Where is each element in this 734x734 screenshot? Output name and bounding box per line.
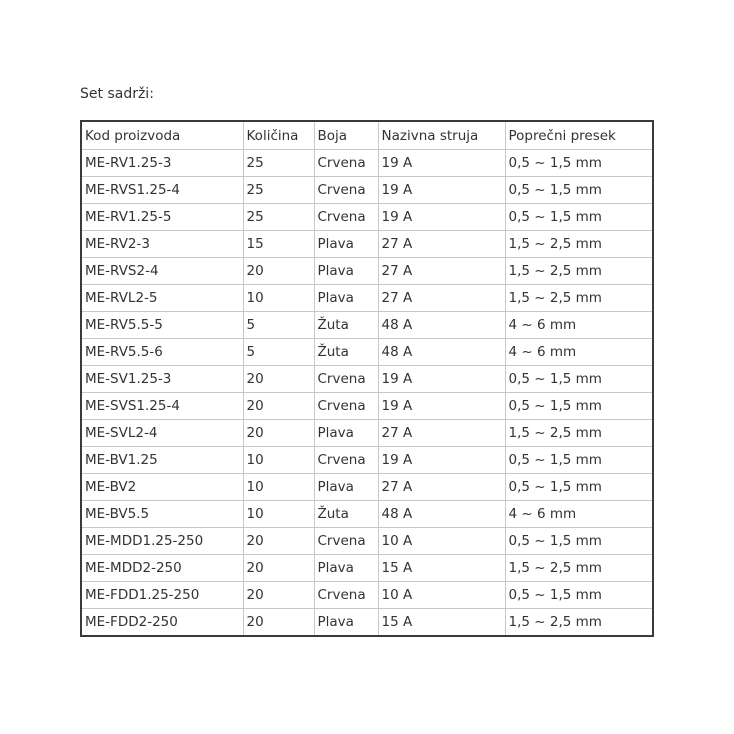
cell-color: Plava xyxy=(314,609,378,637)
cell-color: Crvena xyxy=(314,528,378,555)
cell-quantity: 5 xyxy=(243,312,314,339)
table-row xyxy=(81,285,653,312)
cell-cross-section: 1,5 ~ 2,5 mm xyxy=(505,258,653,285)
cell-rated-current: 27 A xyxy=(378,474,505,501)
cell-rated-current: 10 A xyxy=(378,582,505,609)
table-header-row xyxy=(81,121,653,150)
table-body xyxy=(81,150,653,637)
cell-color: Crvena xyxy=(314,447,378,474)
cell-quantity: 20 xyxy=(243,582,314,609)
cell-rated-current: 19 A xyxy=(378,150,505,177)
table-row xyxy=(81,528,653,555)
table-row xyxy=(81,204,653,231)
cell-quantity: 25 xyxy=(243,150,314,177)
header-rated-current: Nazivna struja xyxy=(378,121,505,150)
cell-product-code: ME-RV5.5-5 xyxy=(81,312,243,339)
cell-rated-current: 19 A xyxy=(378,366,505,393)
cell-color: Crvena xyxy=(314,150,378,177)
cell-rated-current: 10 A xyxy=(378,528,505,555)
cell-product-code: ME-SVS1.25-4 xyxy=(81,393,243,420)
cell-product-code: ME-RV5.5-6 xyxy=(81,339,243,366)
table-row xyxy=(81,609,653,637)
cell-cross-section: 0,5 ~ 1,5 mm xyxy=(505,366,653,393)
cell-rated-current: 27 A xyxy=(378,231,505,258)
cell-product-code: ME-RV1.25-5 xyxy=(81,204,243,231)
table-row xyxy=(81,312,653,339)
cell-product-code: ME-BV1.25 xyxy=(81,447,243,474)
table-row xyxy=(81,501,653,528)
cell-rated-current: 48 A xyxy=(378,501,505,528)
cell-cross-section: 0,5 ~ 1,5 mm xyxy=(505,177,653,204)
cell-color: Žuta xyxy=(314,339,378,366)
cell-cross-section: 0,5 ~ 1,5 mm xyxy=(505,393,653,420)
cell-color: Crvena xyxy=(314,177,378,204)
header-color: Boja xyxy=(314,121,378,150)
cell-quantity: 10 xyxy=(243,447,314,474)
set-contents-label: Set sadrži: xyxy=(80,86,154,102)
cell-color: Plava xyxy=(314,231,378,258)
cell-rated-current: 48 A xyxy=(378,312,505,339)
cell-rated-current: 19 A xyxy=(378,447,505,474)
cell-color: Crvena xyxy=(314,366,378,393)
table-row xyxy=(81,420,653,447)
cell-cross-section: 1,5 ~ 2,5 mm xyxy=(505,420,653,447)
cell-color: Plava xyxy=(314,420,378,447)
cell-quantity: 5 xyxy=(243,339,314,366)
cell-rated-current: 19 A xyxy=(378,204,505,231)
cell-quantity: 10 xyxy=(243,285,314,312)
cell-quantity: 20 xyxy=(243,258,314,285)
header-quantity: Količina xyxy=(243,121,314,150)
table-row xyxy=(81,339,653,366)
cell-cross-section: 1,5 ~ 2,5 mm xyxy=(505,555,653,582)
cell-cross-section: 0,5 ~ 1,5 mm xyxy=(505,447,653,474)
cell-cross-section: 0,5 ~ 1,5 mm xyxy=(505,204,653,231)
cell-product-code: ME-RV1.25-3 xyxy=(81,150,243,177)
cell-product-code: ME-BV5.5 xyxy=(81,501,243,528)
cell-cross-section: 1,5 ~ 2,5 mm xyxy=(505,609,653,637)
cell-quantity: 15 xyxy=(243,231,314,258)
cell-cross-section: 0,5 ~ 1,5 mm xyxy=(505,474,653,501)
cell-quantity: 10 xyxy=(243,474,314,501)
table-row xyxy=(81,582,653,609)
cell-quantity: 20 xyxy=(243,420,314,447)
cell-cross-section: 4 ~ 6 mm xyxy=(505,339,653,366)
cell-color: Žuta xyxy=(314,501,378,528)
cell-quantity: 20 xyxy=(243,393,314,420)
cell-cross-section: 0,5 ~ 1,5 mm xyxy=(505,528,653,555)
cell-rated-current: 15 A xyxy=(378,555,505,582)
cell-rated-current: 48 A xyxy=(378,339,505,366)
cell-quantity: 20 xyxy=(243,528,314,555)
cell-product-code: ME-MDD2-250 xyxy=(81,555,243,582)
cell-product-code: ME-MDD1.25-250 xyxy=(81,528,243,555)
cell-rated-current: 27 A xyxy=(378,258,505,285)
table-row xyxy=(81,393,653,420)
cell-cross-section: 1,5 ~ 2,5 mm xyxy=(505,285,653,312)
cell-rated-current: 27 A xyxy=(378,285,505,312)
cell-cross-section: 0,5 ~ 1,5 mm xyxy=(505,582,653,609)
header-cross-section: Poprečni presek xyxy=(505,121,653,150)
cell-cross-section: 1,5 ~ 2,5 mm xyxy=(505,231,653,258)
cell-product-code: ME-RVS2-4 xyxy=(81,258,243,285)
cell-cross-section: 4 ~ 6 mm xyxy=(505,312,653,339)
cell-quantity: 25 xyxy=(243,204,314,231)
table-row xyxy=(81,177,653,204)
table-row xyxy=(81,258,653,285)
cell-rated-current: 19 A xyxy=(378,177,505,204)
cell-product-code: ME-FDD1.25-250 xyxy=(81,582,243,609)
cell-product-code: ME-BV2 xyxy=(81,474,243,501)
cell-quantity: 20 xyxy=(243,555,314,582)
cell-product-code: ME-RVS1.25-4 xyxy=(81,177,243,204)
cell-product-code: ME-RV2-3 xyxy=(81,231,243,258)
cell-rated-current: 15 A xyxy=(378,609,505,637)
table-row xyxy=(81,231,653,258)
cell-cross-section: 4 ~ 6 mm xyxy=(505,501,653,528)
cell-color: Plava xyxy=(314,474,378,501)
cell-color: Crvena xyxy=(314,582,378,609)
cell-color: Crvena xyxy=(314,204,378,231)
cell-rated-current: 19 A xyxy=(378,393,505,420)
cell-product-code: ME-SVL2-4 xyxy=(81,420,243,447)
product-table xyxy=(80,120,654,637)
table-row xyxy=(81,447,653,474)
cell-product-code: ME-SV1.25-3 xyxy=(81,366,243,393)
cell-product-code: ME-RVL2-5 xyxy=(81,285,243,312)
cell-quantity: 25 xyxy=(243,177,314,204)
cell-color: Crvena xyxy=(314,393,378,420)
cell-quantity: 20 xyxy=(243,366,314,393)
table-row xyxy=(81,555,653,582)
table-row xyxy=(81,366,653,393)
cell-color: Plava xyxy=(314,285,378,312)
header-product-code: Kod proizvoda xyxy=(81,121,243,150)
cell-rated-current: 27 A xyxy=(378,420,505,447)
cell-color: Plava xyxy=(314,555,378,582)
cell-product-code: ME-FDD2-250 xyxy=(81,609,243,637)
cell-quantity: 20 xyxy=(243,609,314,637)
table-row xyxy=(81,474,653,501)
table-row xyxy=(81,150,653,177)
cell-quantity: 10 xyxy=(243,501,314,528)
cell-color: Žuta xyxy=(314,312,378,339)
cell-cross-section: 0,5 ~ 1,5 mm xyxy=(505,150,653,177)
cell-color: Plava xyxy=(314,258,378,285)
